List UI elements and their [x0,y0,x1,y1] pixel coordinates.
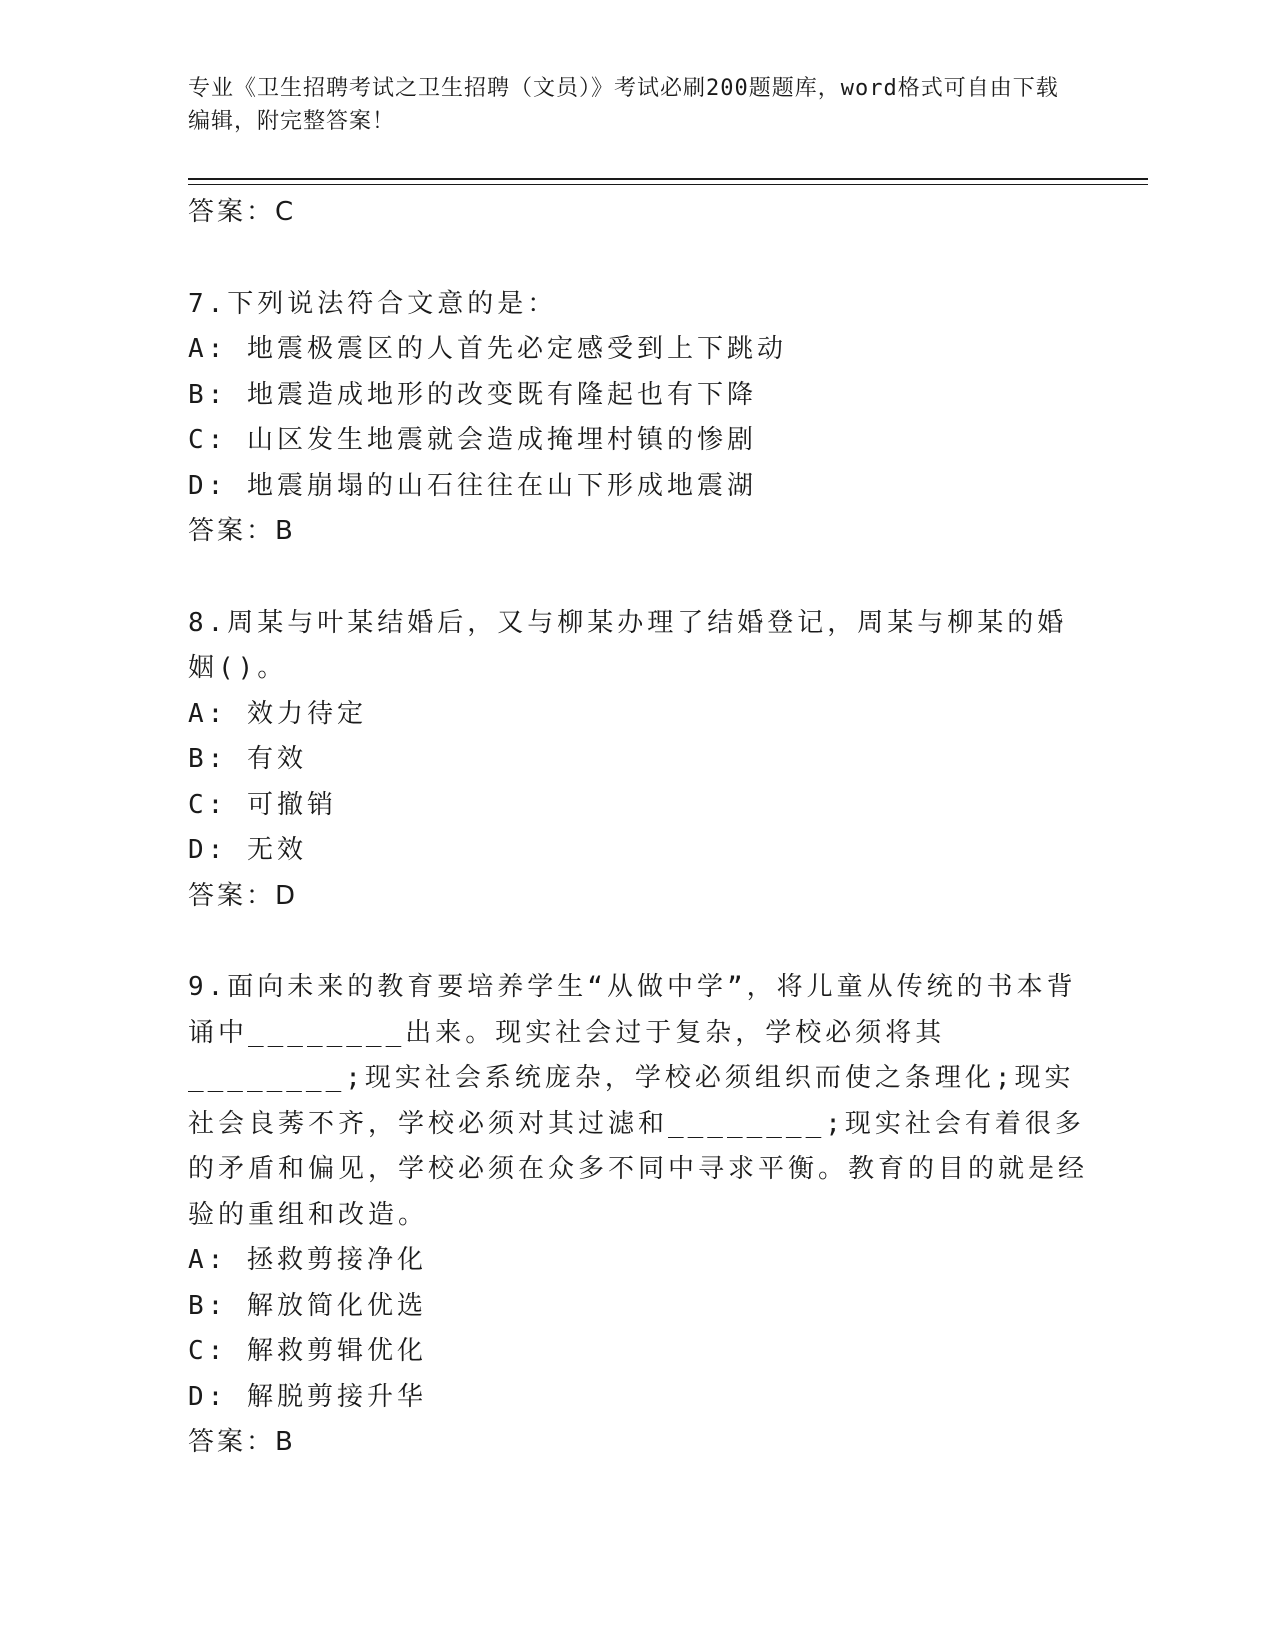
option-d: D: 无效 [188,835,307,865]
option-a: A: 拯救剪接净化 [188,1245,427,1275]
question-8 [188,601,1088,920]
document-header: 专业《卫生招聘考试之卫生招聘（文员）》考试必刷200题题库，word格式可自由下载编辑，附完整答案！ [188,76,1059,134]
header-rule-thin [188,184,1148,185]
option-a: A: 效力待定 [188,698,367,729]
option-c: C: 可撤销 [188,789,337,820]
question-answer: 答案：B [188,1427,296,1457]
option-c: C: 解救剪辑优化 [188,1336,427,1366]
option-d: D: 解脱剪接升华 [188,1381,427,1412]
option-b: B: 解放简化优选 [188,1290,427,1321]
question-stem: 8.周某与叶某结婚后，又与柳某办理了结婚登记，周某与柳某的婚姻()。 [188,607,1068,683]
question-stem: 7.下列说法符合文意的是： [188,288,558,319]
previous-answer: 答案：C [188,197,297,227]
option-c: C: 山区发生地震就会造成掩埋村镇的惨剧 [188,425,757,455]
question-stem: 9.面向未来的教育要培养学生“从做中学”，将儿童从传统的书本背诵中________出来。现实社会过于复杂，学校必须将其________;现实社会系统庞杂，学校必须组织而使之条理化;现实社会良莠不齐，学校必须对其过滤和________;现实社会有着很多的矛盾和偏见，学校必须在众多不同中寻求平衡。教育的目的就是经验的重组和改造。 [188,972,1089,1230]
option-d: D: 地震崩塌的山石往往在山下形成地震湖 [188,470,757,501]
header-rule-thick [188,178,1148,180]
document-body [188,190,1088,1466]
option-a: A: 地震极震区的人首先必定感受到上下跳动 [188,334,787,364]
question-answer: 答案：B [188,516,296,546]
question-7 [188,282,1088,555]
option-b: B: 有效 [188,744,307,774]
question-9 [188,965,1088,1466]
question-answer: 答案：D [188,880,299,911]
option-b: B: 地震造成地形的改变既有隆起也有下降 [188,379,757,410]
